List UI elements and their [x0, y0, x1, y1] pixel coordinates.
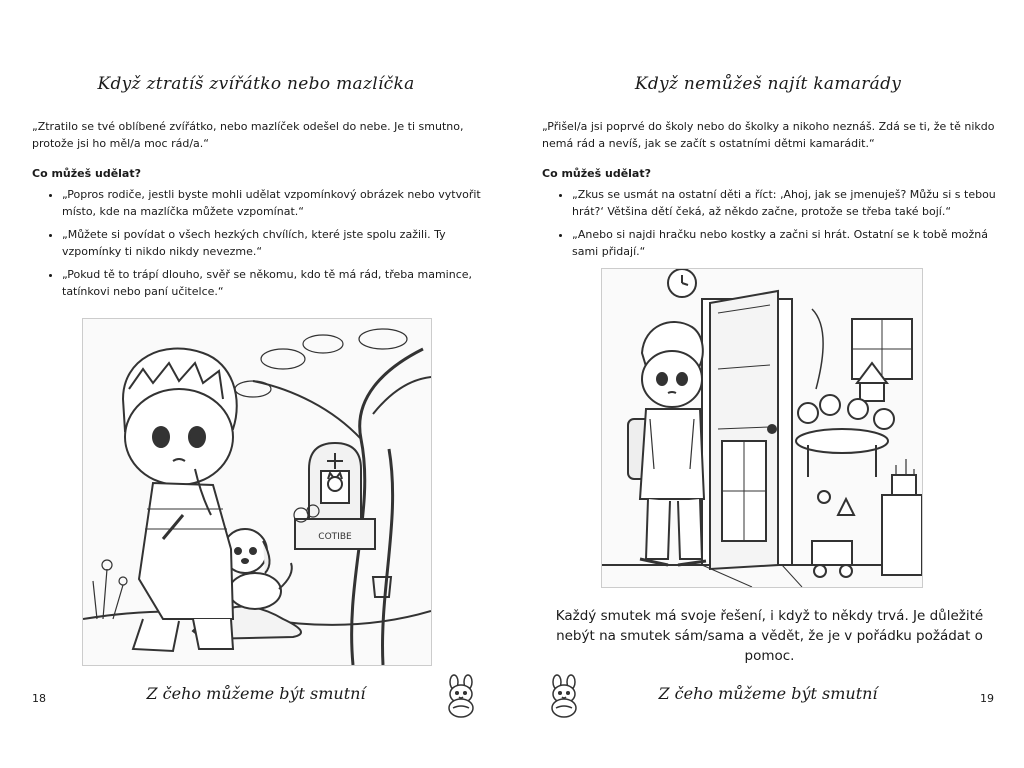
tips-list — [552, 186, 1012, 266]
section-heading: Co můžeš udělat? — [32, 167, 141, 180]
illustration-classroom-door — [601, 268, 923, 588]
intro-text: „Ztratilo se tvé oblíbené zvířátko, nebo mazlíček odešel do nebe. Je ti smutno, protože jsi ho měl/a moc rád/a.“ — [32, 120, 464, 150]
tip-item: • „Popros rodiče, jestli byste mohli udělat vzpomínkový obrázek nebo vytvořit místo, kde na mazlíčka můžete vzpomínat.“ — [62, 186, 502, 220]
page-title: Když nemůžeš najít kamarády — [634, 74, 902, 94]
right-page — [512, 0, 1024, 768]
tip-item: • „Můžete si povídat o všech hezkých chvílích, které jste spolu zažili. Ty vzpomínky ti nikdo nikdy nevezme.“ — [62, 226, 502, 260]
illustration-boy-with-puppy — [82, 318, 432, 666]
gravestone-label: COTIBE — [318, 532, 352, 542]
footer-title: Z čeho můžeme být smutní — [658, 684, 878, 703]
intro-text: „Přišel/a jsi poprvé do školy nebo do školky a nikoho neznáš. Zdá se ti, že tě nikdo nemá rád a nevíš, jak se začít s ostatními dětmi kamarádit.“ — [542, 120, 995, 150]
page-title: Když ztratíš zvířátko nebo mazlíčka — [97, 74, 415, 94]
footer-title: Z čeho můžeme být smutní — [146, 684, 366, 703]
page-number: 19 — [980, 692, 994, 705]
closing-text: Každý smutek má svoje řešení, i když to někdy trvá. Je důležité nebýt na smutek sám/sama a vědět, že je v pořádku požádat o pomoc. — [555, 608, 984, 664]
page-number: 18 — [32, 692, 46, 705]
tip-item: • „Anebo si najdi hračku nebo kostky a začni si hrát. Ostatní se k tobě možná sami přidají.“ — [572, 226, 1012, 260]
tip-item: • „Zkus se usmát na ostatní děti a říct: ‚Ahoj, jak se jmenuješ? Můžu si s tebou hrát?‘ Většina dětí čeká, až někdo začne, protože se třeba také bojí.“ — [572, 186, 1012, 220]
tip-item: • „Pokud tě to trápí dlouho, svěř se někomu, kdo tě má rád, třeba mamince, tatínkovi nebo paní učitelce.“ — [62, 266, 502, 300]
bunny-icon — [544, 674, 584, 718]
section-heading: Co můžeš udělat? — [542, 167, 651, 180]
bunny-icon — [441, 674, 481, 718]
tips-list — [42, 186, 502, 306]
